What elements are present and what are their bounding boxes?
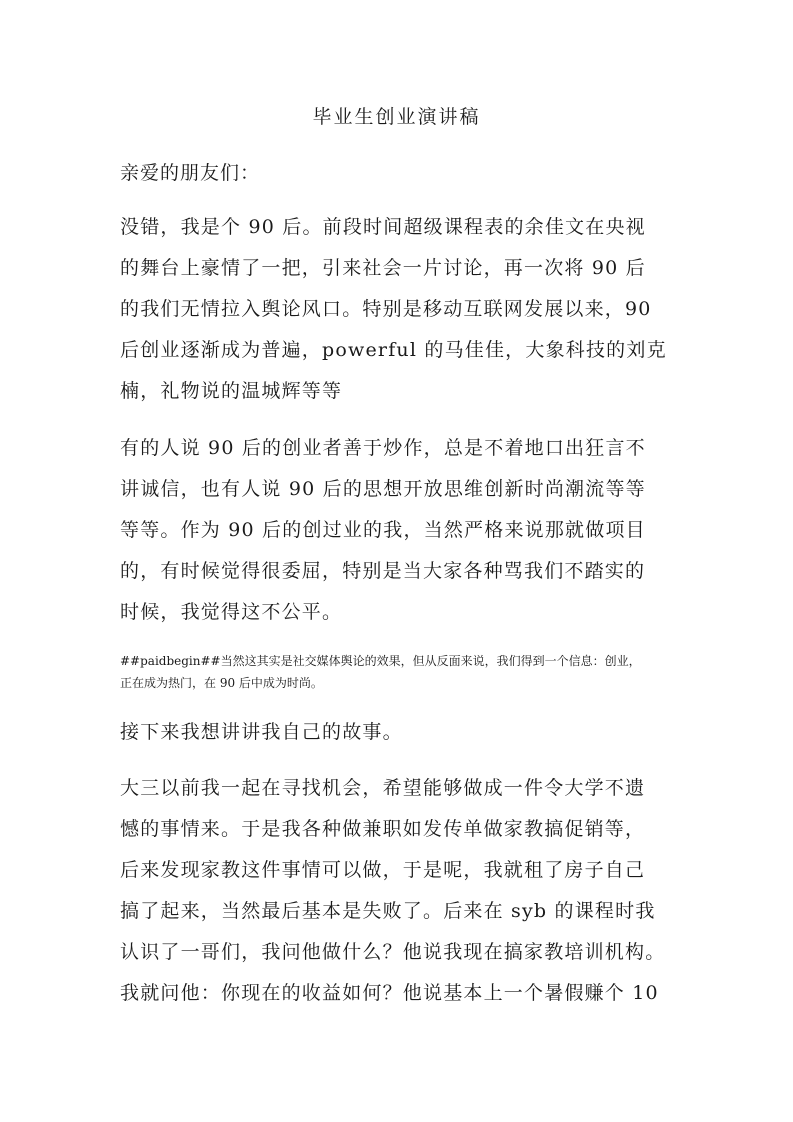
paragraph-line: 讲诚信，也有人说 90 后的思想开放思维创新时尚潮流等等 [120, 478, 646, 500]
paragraph-line: 正在成为热门，在 90 后中成为时尚。 [120, 676, 323, 690]
paragraph-line: 楠，礼物说的温城辉等等 [120, 380, 343, 402]
paragraph-line: 时候，我觉得这不公平。 [120, 601, 343, 623]
paragraph-2 [120, 428, 690, 633]
paragraph-line: 后创业逐渐成为普遍，powerful 的马佳佳，大象科技的刘克 [120, 339, 667, 361]
paragraph-line: ##paidbegin##当然这其实是社交媒体舆论的效果，但从反面来说，我们得到一个信息：创业， [120, 654, 641, 668]
paragraph-1 [120, 207, 690, 412]
greeting-text: 亲爱的朋友们： [120, 162, 261, 184]
paragraph-line: 后来发现家教这件事情可以做，于是呢，我就租了房子自己 [120, 859, 646, 881]
document-title: 毕业生创业演讲稿 [312, 106, 481, 128]
paragraph-line: 接下来我想讲讲我自己的故事。 [120, 721, 403, 743]
paragraph-line: 的，有时候觉得很委屈，特别是当大家各种骂我们不踏实的 [120, 560, 646, 582]
paragraph-line: 的舞台上豪情了一把，引来社会一片讨论，再一次将 90 后 [120, 257, 646, 279]
paragraph-line: 大三以前我一起在寻找机会，希望能够做成一件令大学不遗 [120, 777, 646, 799]
paragraph-5 [120, 768, 690, 1014]
paragraph-line: 认识了一哥们，我问他做什么？他说我现在搞家教培训机构。 [120, 941, 666, 963]
paragraph-line: 没错，我是个 90 后。前段时间超级课程表的余佳文在央视 [120, 216, 646, 238]
paragraph-3-small [120, 650, 680, 694]
paragraph-line: 等等。作为 90 后的创过业的我，当然严格来说那就做项目 [120, 519, 646, 541]
paragraph-line: 搞了起来，当然最后基本是失败了。后来在 syb 的课程时我 [120, 900, 656, 922]
paragraph-line: 的我们无情拉入舆论风口。特别是移动互联网发展以来，90 [120, 298, 652, 320]
paragraph-line: 憾的事情来。于是我各种做兼职如发传单做家教搞促销等， [120, 818, 646, 840]
paragraph-4 [120, 712, 690, 753]
paragraph-line: 我就问他：你现在的收益如何？他说基本上一个暑假赚个 10 [120, 982, 659, 1004]
paragraph-line: 有的人说 90 后的创业者善于炒作，总是不着地口出狂言不 [120, 437, 646, 459]
